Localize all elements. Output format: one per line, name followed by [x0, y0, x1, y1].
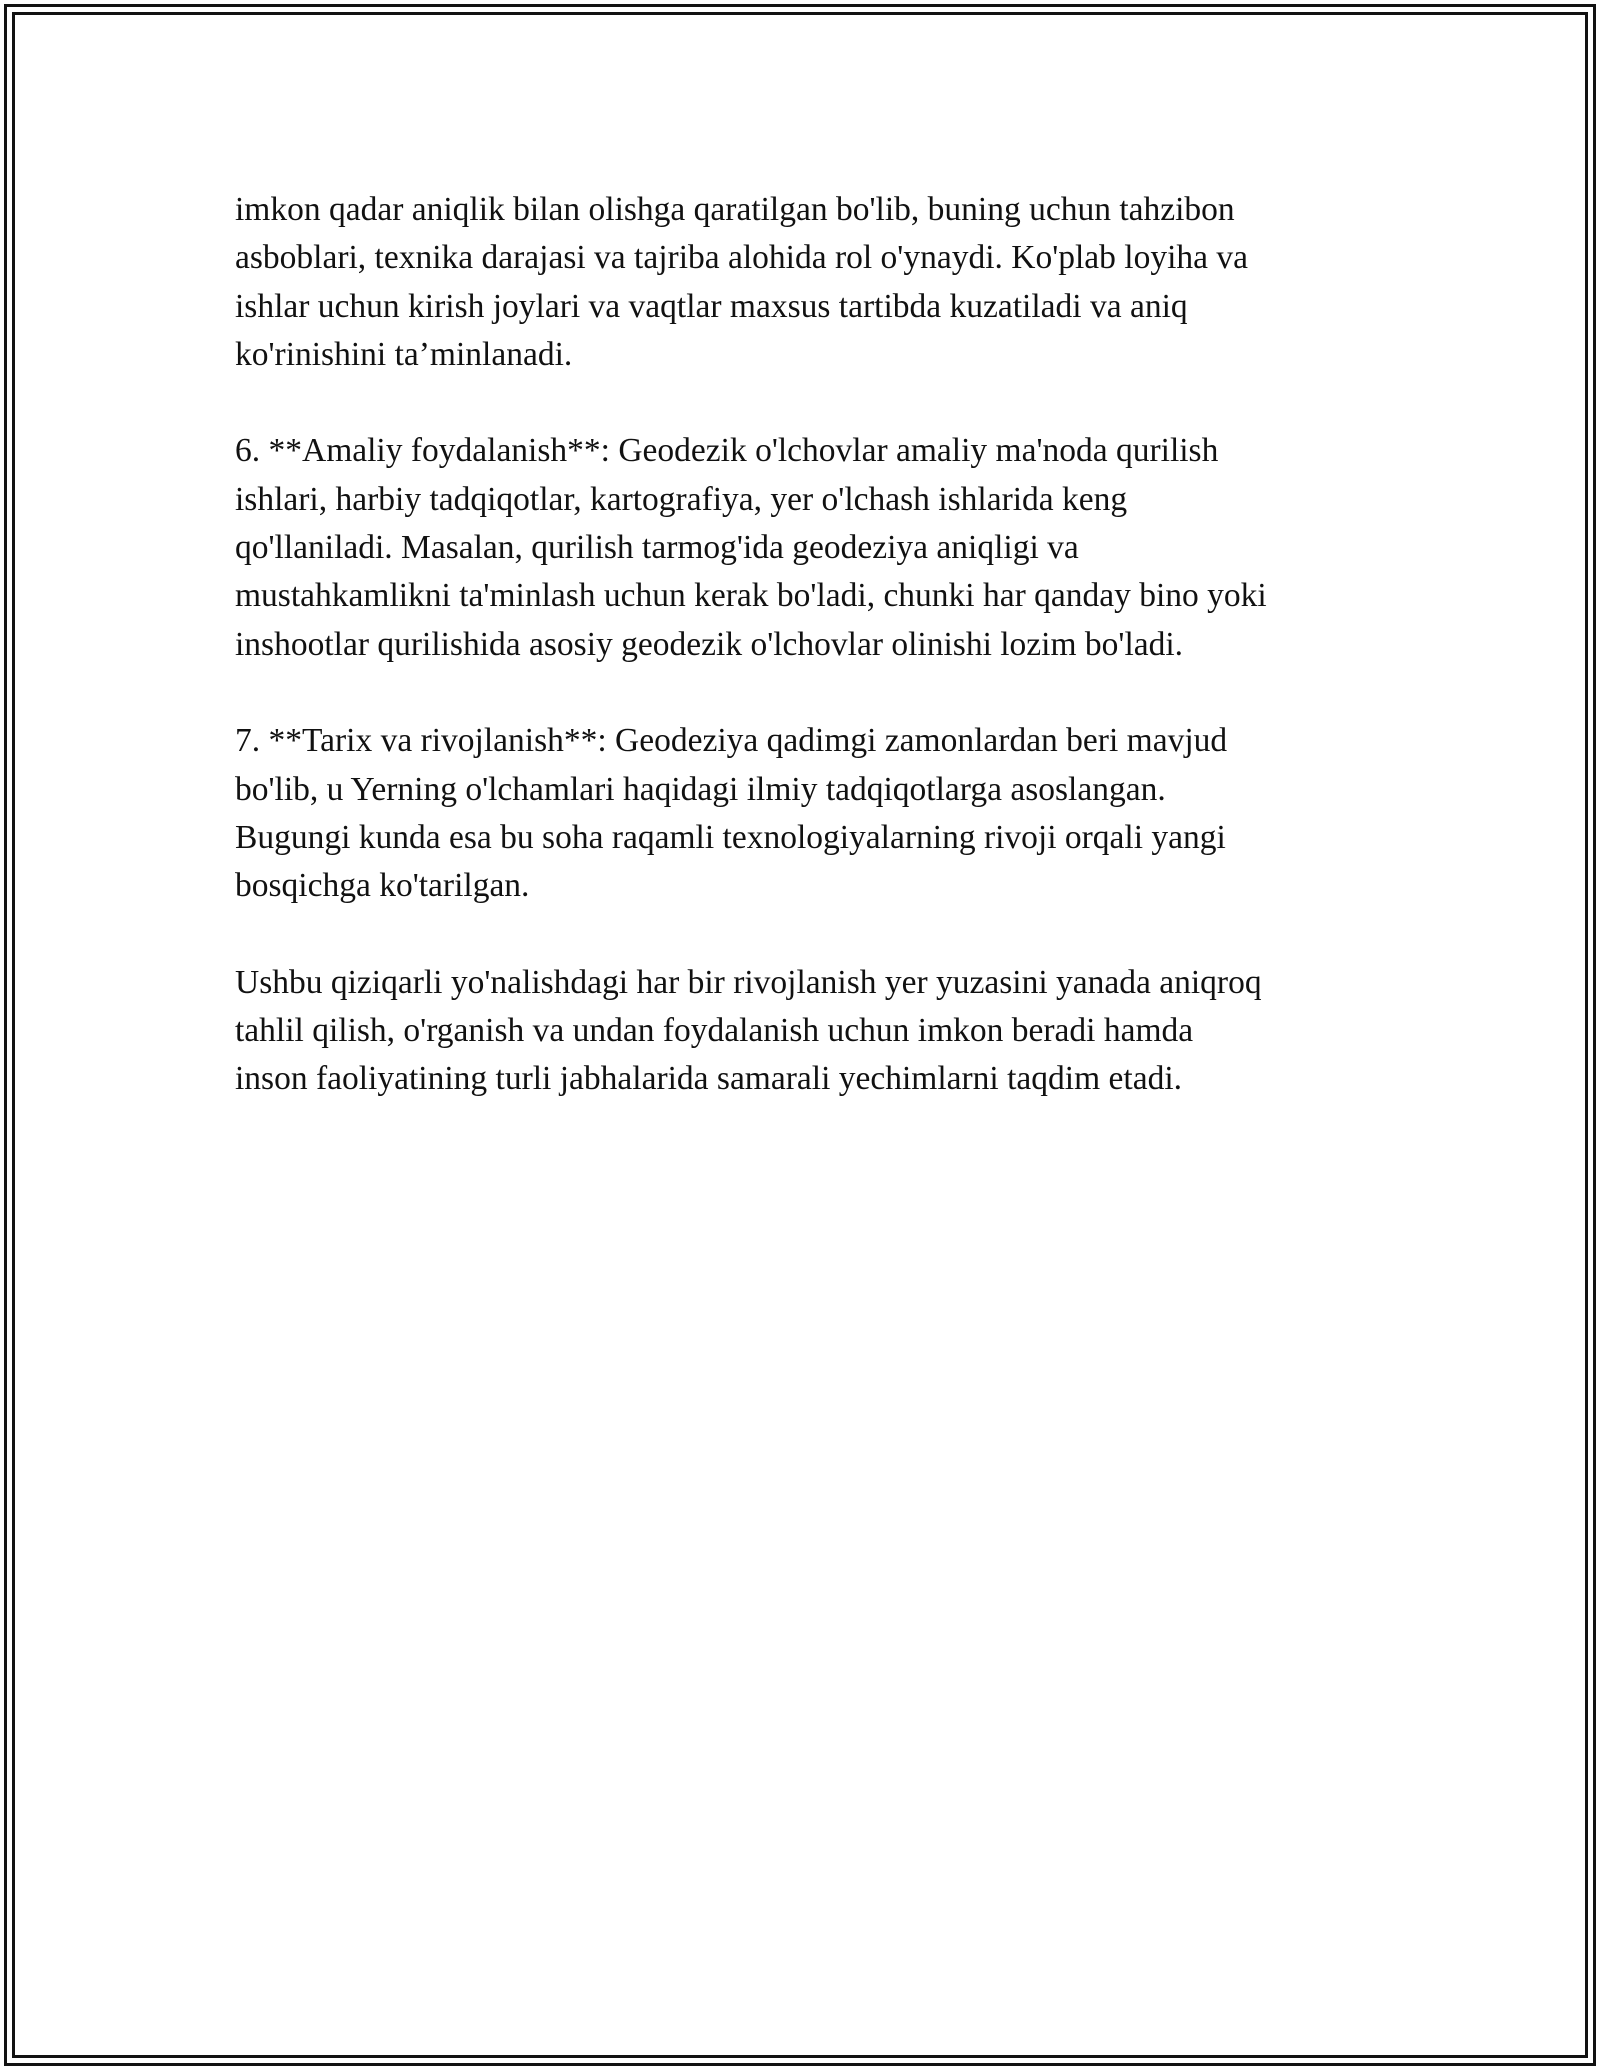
text-line: Ushbu qiziqarli yo'nalishdagi har bir rivojlanish yer yuzasini yanada aniqroq [235, 963, 1262, 1001]
document-body [235, 186, 1415, 1152]
paragraph-continuation [235, 186, 1415, 379]
text-line: asboblari, texnika darajasi va tajriba alohida rol o'ynaydi. Ko'plab loyiha va [235, 239, 1249, 277]
text-line: Bugungi kunda esa bu soha raqamli texnologiyalarning rivoji orqali yangi [235, 818, 1226, 856]
paragraph-conclusion [235, 959, 1415, 1104]
paragraph-tarix-va-rivojlanish [235, 717, 1415, 910]
text-line: bosqichga ko'tarilgan. [235, 867, 530, 905]
text-line: 7. **Tarix va rivojlanish**: Geodeziya qadimgi zamonlardan beri mavjud [235, 722, 1228, 760]
text-line: ko'rinishini ta’minlanadi. [235, 335, 573, 373]
text-line: inson faoliyatining turli jabhalarida samarali yechimlarni taqdim etadi. [235, 1060, 1183, 1098]
text-line: inshootlar qurilishida asosiy geodezik o'lchovlar olinishi lozim bo'ladi. [235, 625, 1184, 663]
paragraph-amaliy-foydalanish [235, 427, 1415, 668]
text-line: ishlar uchun kirish joylari va vaqtlar maxsus tartibda kuzatiladi va aniq [235, 287, 1188, 325]
text-line: tahlil qilish, o'rganish va undan foydalanish uchun imkon beradi hamda [235, 1012, 1194, 1050]
text-line: 6. **Amaliy foydalanish**: Geodezik o'lchovlar amaliy ma'noda qurilish [235, 432, 1219, 470]
text-line: ishlari, harbiy tadqiqotlar, kartografiya, yer o'lchash ishlarida keng [235, 480, 1128, 518]
text-line: bo'lib, u Yerning o'lchamlari haqidagi ilmiy tadqiqotlarga asoslangan. [235, 770, 1166, 808]
text-line: mustahkamlikni ta'minlash uchun kerak bo'ladi, chunki har qanday bino yoki [235, 577, 1267, 615]
text-line: qo'llaniladi. Masalan, qurilish tarmog'ida geodeziya aniqligi va [235, 529, 1079, 567]
text-line: imkon qadar aniqlik bilan olishga qaratilgan bo'lib, buning uchun tahzibon [235, 191, 1235, 228]
